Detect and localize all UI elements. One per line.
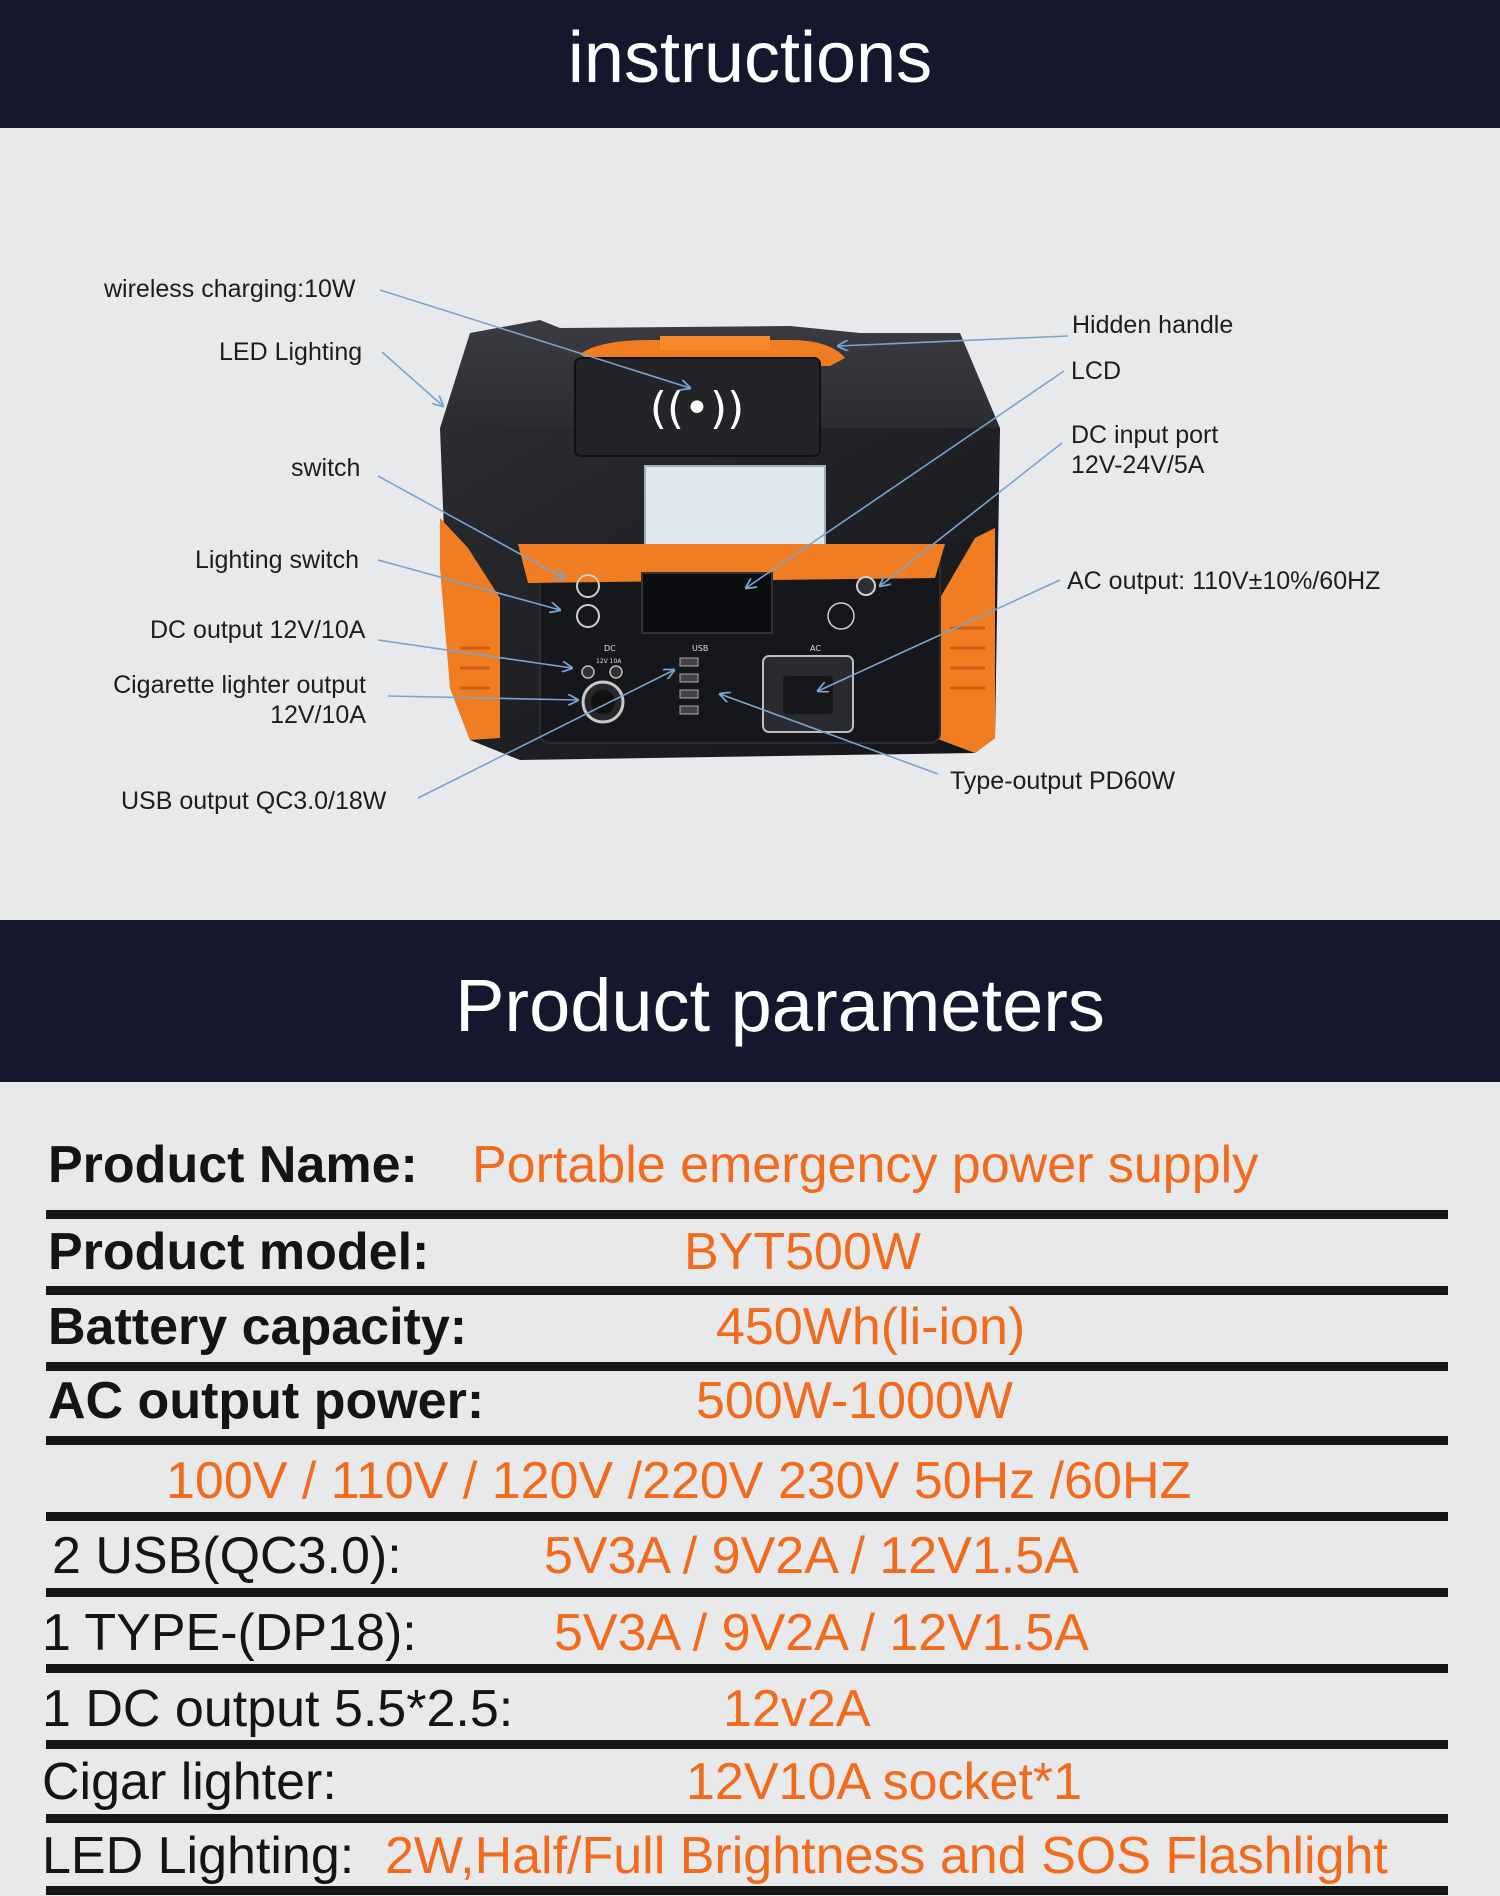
instructions-header	[0, 0, 1500, 128]
callout-ac-output: AC output: 110V±10%/60HZ	[1067, 567, 1381, 595]
row-divider	[46, 1740, 1448, 1749]
row-divider	[46, 1588, 1448, 1597]
dc-spec-label: 12V 10A	[596, 658, 622, 665]
param-value-led-lighting: 2W,Half/Full Brightness and SOS Flashlight	[385, 1827, 1388, 1885]
wireless-icon: ((•))	[649, 383, 745, 434]
callout-lighting-switch: Lighting switch	[195, 546, 359, 574]
callout-led-lighting: LED Lighting	[219, 338, 363, 366]
param-label-ac-output-power: AC output power:	[48, 1372, 485, 1430]
param-value-usb-qc3: 5V3A / 9V2A / 12V1.5A	[544, 1527, 1079, 1585]
row-divider	[46, 1436, 1448, 1445]
param-label-battery-capacity: Battery capacity:	[48, 1298, 468, 1356]
param-label-usb-qc3: 2 USB(QC3.0):	[52, 1527, 402, 1585]
callout-dc-input	[1071, 420, 1218, 480]
callout-cigarette-line2: 12V/10A	[270, 701, 366, 729]
callout-dc-input-line2: 12V-24V/5A	[1071, 451, 1205, 479]
product-parameters-title: Product parameters	[455, 963, 1105, 1047]
dc-port-label: DC	[604, 644, 616, 653]
param-value-product-model: BYT500W	[684, 1223, 921, 1281]
param-label-product-name: Product Name:	[48, 1136, 418, 1194]
param-value-cigar-lighter: 12V10A socket*1	[686, 1753, 1083, 1811]
callout-cigarette-line1: Cigarette lighter output	[113, 671, 366, 699]
callout-dc-input-line1: DC input port	[1071, 421, 1219, 449]
callout-usb-output: USB output QC3.0/18W	[121, 787, 387, 815]
callout-lcd: LCD	[1071, 357, 1122, 385]
param-label-type-dp18: 1 TYPE-(DP18):	[42, 1604, 417, 1662]
row-divider	[46, 1886, 1448, 1895]
callout-hidden-handle: Hidden handle	[1072, 311, 1234, 339]
row-divider	[46, 1362, 1448, 1371]
param-value-product-name: Portable emergency power supply	[472, 1136, 1259, 1194]
param-label-dc-output: 1 DC output 5.5*2.5:	[42, 1680, 514, 1738]
product-parameters-header	[0, 920, 1500, 1082]
callout-cigarette-lighter	[94, 670, 366, 730]
callout-switch: switch	[291, 454, 361, 482]
callout-type-output: Type-output PD60W	[950, 767, 1176, 795]
row-divider	[46, 1814, 1448, 1823]
row-divider	[46, 1210, 1448, 1219]
callout-wireless-charging: wireless charging:10W	[104, 275, 356, 303]
row-divider	[46, 1512, 1448, 1521]
param-label-product-model: Product model:	[48, 1223, 430, 1281]
row-divider	[46, 1664, 1448, 1673]
param-value-battery-capacity: 450Wh(li-ion)	[716, 1298, 1026, 1356]
param-value-type-dp18: 5V3A / 9V2A / 12V1.5A	[554, 1604, 1089, 1662]
param-value-ac-output-power: 500W-1000W	[696, 1372, 1013, 1430]
dc-input-port	[857, 577, 875, 595]
ac-port-label: AC	[810, 644, 821, 653]
param-value-dc-output: 12v2A	[723, 1680, 871, 1738]
row-divider	[46, 1286, 1448, 1295]
param-value-voltages: 100V / 110V / 120V /220V 230V 50Hz /60HZ	[166, 1452, 1192, 1510]
param-label-cigar-lighter: Cigar lighter:	[42, 1753, 337, 1811]
usb-port-label: USB	[692, 644, 709, 653]
callout-dc-output: DC output 12V/10A	[150, 616, 366, 644]
instructions-title: instructions	[567, 18, 933, 98]
instructions-diagram	[0, 128, 1500, 920]
param-label-led-lighting: LED Lighting:	[42, 1827, 355, 1885]
